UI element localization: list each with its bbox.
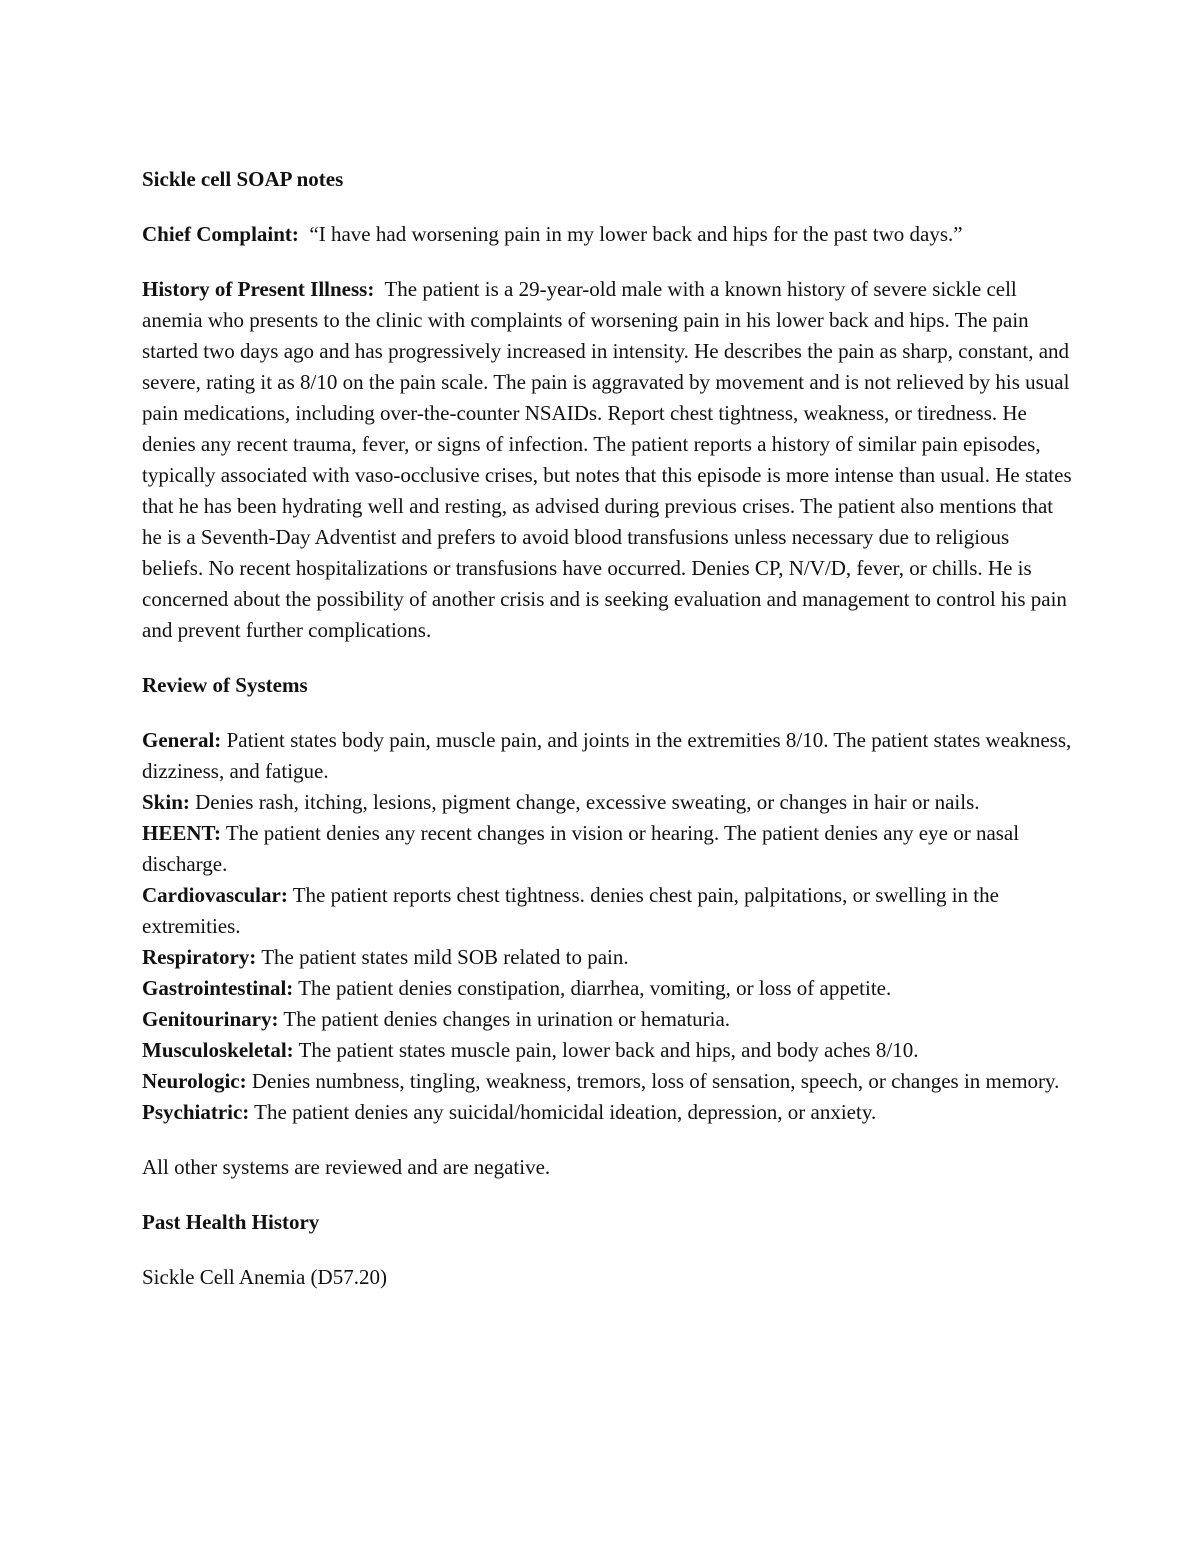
- ros-list: [142, 725, 1072, 1128]
- ros-heading: Review of Systems: [142, 673, 308, 697]
- ros-label-skin: Skin:: [142, 790, 190, 814]
- ros-label-genitourinary: Genitourinary:: [142, 1007, 279, 1031]
- ros-label-neurologic: Neurologic:: [142, 1069, 247, 1093]
- ros-label-respiratory: Respiratory:: [142, 945, 257, 969]
- ros-item-respiratory: [142, 942, 1072, 973]
- document-body: [142, 164, 1072, 1293]
- ros-item-general: [142, 725, 1072, 787]
- ros-item-psychiatric: [142, 1097, 1072, 1128]
- ros-text-neurologic: Denies numbness, tingling, weakness, tremors, loss of sensation, speech, or changes in memory.: [251, 1069, 1060, 1093]
- ros-text-gastrointestinal: The patient denies constipation, diarrhea, vomiting, or loss of appetite.: [298, 976, 892, 1000]
- ros-label-gastrointestinal: Gastrointestinal:: [142, 976, 294, 1000]
- history-of-present-illness: [142, 274, 1072, 646]
- hpi-label: History of Present Illness:: [142, 277, 375, 301]
- ros-label-heent: HEENT:: [142, 821, 221, 845]
- ros-summary: All other systems are reviewed and are negative.: [142, 1155, 551, 1179]
- ros-text-skin: Denies rash, itching, lesions, pigment change, excessive sweating, or changes in hair or nails.: [195, 790, 980, 814]
- document-title: Sickle cell SOAP notes: [142, 167, 344, 191]
- chief-complaint-label: Chief Complaint:: [142, 222, 299, 246]
- ros-label-musculoskeletal: Musculoskeletal:: [142, 1038, 294, 1062]
- ros-label-psychiatric: Psychiatric:: [142, 1100, 250, 1124]
- ros-item-skin: [142, 787, 1072, 818]
- ros-item-musculoskeletal: [142, 1035, 1072, 1066]
- ros-text-psychiatric: The patient denies any suicidal/homicidal ideation, depression, or anxiety.: [254, 1100, 877, 1124]
- ros-item-genitourinary: [142, 1004, 1072, 1035]
- ros-text-cardiovascular: The patient reports chest tightness. denies chest pain, palpitations, or swelling in the extremities.: [142, 883, 999, 938]
- hpi-text: The patient is a 29-year-old male with a known history of severe sickle cell anemia who presents to the clinic with complaints of worsening pain in his lower back and hips. The pain started two days ago and has progressively increased in intensity. He describes the pain as sharp, constant, and severe, rating it as 8/10 on the pain scale. The pain is aggravated by movement and is not relieved by his usual pain medications, including over-the-counter NSAIDs. Report chest tightness, weakness, or tiredness. He denies any recent trauma, fever, or signs of infection. The patient reports a history of similar pain episodes, typically associated with vaso-occlusive crises, but notes that this episode is more intense than usual. He states that he has been hydrating well and resting, as advised during previous crises. The patient also mentions that he is a Seventh-Day Adventist and prefers to avoid blood transfusions unless necessary due to religious beliefs. No recent hospitalizations or transfusions have occurred. Denies CP, N/V/D, fever, or chills. He is concerned about the possibility of another crisis and is seeking evaluation and management to control his pain and prevent further complications.: [142, 277, 1072, 642]
- ros-text-musculoskeletal: The patient states muscle pain, lower back and hips, and body aches 8/10.: [298, 1038, 919, 1062]
- ros-text-general: Patient states body pain, muscle pain, and joints in the extremities 8/10. The patient states weakness, dizziness, and fatigue.: [142, 728, 1072, 783]
- ros-item-heent: [142, 818, 1072, 880]
- ros-text-respiratory: The patient states mild SOB related to pain.: [261, 945, 629, 969]
- chief-complaint-text: “I have had worsening pain in my lower back and hips for the past two days.”: [309, 222, 963, 246]
- ros-item-gastrointestinal: [142, 973, 1072, 1004]
- ros-label-cardiovascular: Cardiovascular:: [142, 883, 288, 907]
- ros-text-genitourinary: The patient denies changes in urination or hematuria.: [283, 1007, 731, 1031]
- ros-item-cardiovascular: [142, 880, 1072, 942]
- chief-complaint: [142, 219, 1072, 250]
- past-health-text: Sickle Cell Anemia (D57.20): [142, 1265, 387, 1289]
- ros-item-neurologic: [142, 1066, 1072, 1097]
- ros-label-general: General:: [142, 728, 222, 752]
- past-health-heading: Past Health History: [142, 1210, 320, 1234]
- ros-text-heent: The patient denies any recent changes in vision or hearing. The patient denies any eye or nasal discharge.: [142, 821, 1020, 876]
